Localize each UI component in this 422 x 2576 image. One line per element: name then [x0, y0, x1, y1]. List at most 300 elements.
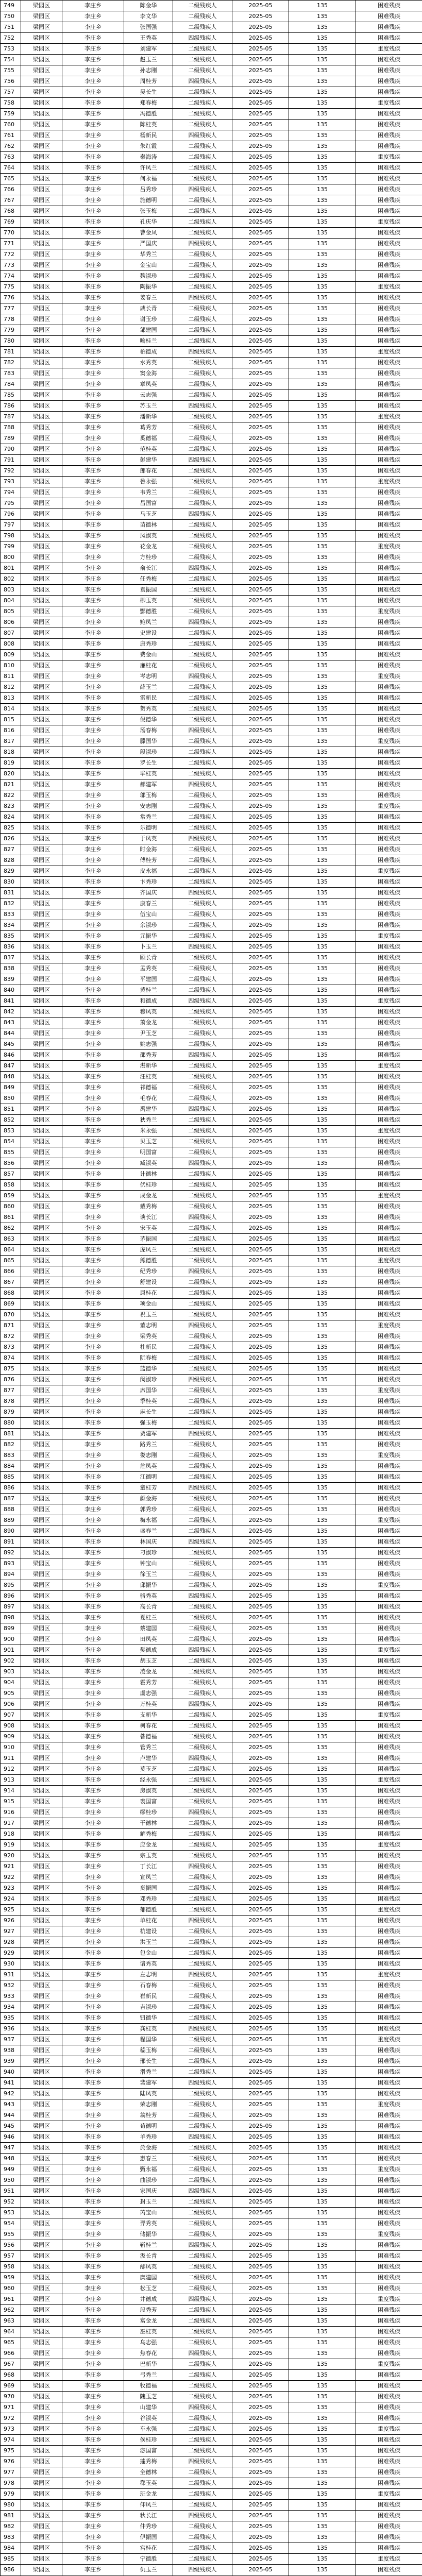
date-cell: 2025-05: [232, 2305, 289, 2316]
row-number-cell: 830: [1, 877, 21, 888]
note-cell: 困难残疾: [356, 228, 422, 239]
table-row: [1, 2370, 422, 2381]
table-row: [1, 1158, 422, 1169]
row-number-cell: 811: [1, 671, 21, 682]
date-cell: 2025-05: [232, 2413, 289, 2424]
date-cell: 2025-05: [232, 628, 289, 639]
name-cell: 卞秀珍: [124, 877, 173, 888]
name-cell: 熊德胜: [124, 1256, 173, 1266]
amount-cell: 135: [289, 996, 356, 1007]
note-cell: 困难残疾: [356, 1472, 422, 1483]
name-cell: 卜玉兰: [124, 942, 173, 953]
date-cell: 2025-05: [232, 120, 289, 130]
town-cell: 李庄乡: [62, 2208, 124, 2218]
town-cell: 李庄乡: [62, 2186, 124, 2197]
county-cell: 梁园区: [21, 779, 62, 790]
note-cell: 困难残疾: [356, 1634, 422, 1645]
category-cell: 二级残疾人: [173, 2035, 232, 2045]
amount-cell: 135: [289, 1018, 356, 1028]
date-cell: 2025-05: [232, 2089, 289, 2099]
name-cell: 经永强: [124, 1775, 173, 1786]
category-cell: 二级残疾人: [173, 2489, 232, 2500]
note-cell: 困难残疾: [356, 585, 422, 596]
table-row: [1, 1948, 422, 1959]
category-cell: 二级残疾人: [173, 877, 232, 888]
town-cell: 李庄乡: [62, 1050, 124, 1061]
county-cell: 梁园区: [21, 228, 62, 239]
town-cell: 李庄乡: [62, 1970, 124, 1980]
town-cell: 李庄乡: [62, 130, 124, 141]
name-cell: 苗德林: [124, 520, 173, 531]
county-cell: 梁园区: [21, 477, 62, 487]
county-cell: 梁园区: [21, 1786, 62, 1797]
table-row: [1, 271, 422, 282]
category-cell: 二级残疾人: [173, 1764, 232, 1775]
town-cell: 李庄乡: [62, 163, 124, 174]
name-cell: 贾建军: [124, 1429, 173, 1439]
date-cell: 2025-05: [232, 1807, 289, 1818]
row-number-cell: 773: [1, 260, 21, 271]
county-cell: 梁园区: [21, 963, 62, 974]
table-row: [1, 2521, 422, 2532]
category-cell: 二级残疾人: [173, 1385, 232, 1396]
date-cell: 2025-05: [232, 779, 289, 790]
table-row: [1, 2273, 422, 2283]
note-cell: 困难残疾: [356, 1223, 422, 1234]
category-cell: 二级残疾人: [173, 141, 232, 152]
date-cell: 2025-05: [232, 347, 289, 358]
row-number-cell: 976: [1, 2456, 21, 2467]
name-cell: 芮宝山: [124, 2208, 173, 2218]
amount-cell: 135: [289, 1829, 356, 1840]
county-cell: 梁园区: [21, 2218, 62, 2229]
category-cell: 二级残疾人: [173, 541, 232, 552]
note-cell: 重度残疾: [356, 671, 422, 682]
amount-cell: 135: [289, 1375, 356, 1385]
amount-cell: 135: [289, 704, 356, 715]
county-cell: 梁园区: [21, 628, 62, 639]
date-cell: 2025-05: [232, 184, 289, 195]
name-cell: 邓秀珍: [124, 1894, 173, 1905]
row-number-cell: 806: [1, 617, 21, 628]
category-cell: 二级残疾人: [173, 704, 232, 715]
county-cell: 梁园区: [21, 844, 62, 855]
amount-cell: 135: [289, 2424, 356, 2435]
category-cell: 二级残疾人: [173, 909, 232, 920]
name-cell: 于凤英: [124, 834, 173, 844]
amount-cell: 135: [289, 2283, 356, 2294]
row-number-cell: 828: [1, 855, 21, 866]
name-cell: 骆秀英: [124, 1591, 173, 1602]
town-cell: 李庄乡: [62, 1201, 124, 1212]
row-number-cell: 838: [1, 963, 21, 974]
town-cell: 李庄乡: [62, 401, 124, 412]
name-cell: 邵秀芳: [124, 1050, 173, 1061]
table-row: [1, 1721, 422, 1732]
county-cell: 梁园区: [21, 1061, 62, 1072]
amount-cell: 135: [289, 1472, 356, 1483]
category-cell: 二级残疾人: [173, 1602, 232, 1613]
county-cell: 梁园区: [21, 1515, 62, 1526]
row-number-cell: 865: [1, 1256, 21, 1266]
note-cell: 重度残疾: [356, 2489, 422, 2500]
county-cell: 梁园区: [21, 747, 62, 758]
category-cell: 二级残疾人: [173, 2089, 232, 2099]
name-cell: 宣凤兰: [124, 1872, 173, 1883]
category-cell: 二级残疾人: [173, 2262, 232, 2273]
note-cell: 困难残疾: [356, 2565, 422, 2575]
note-cell: 困难残疾: [356, 2456, 422, 2467]
county-cell: 梁园区: [21, 109, 62, 120]
county-cell: 梁园区: [21, 401, 62, 412]
amount-cell: 135: [289, 1126, 356, 1137]
date-cell: 2025-05: [232, 985, 289, 996]
row-number-cell: 966: [1, 2348, 21, 2359]
note-cell: 困难残疾: [356, 1494, 422, 1504]
county-cell: 梁园区: [21, 1245, 62, 1256]
table-row: [1, 650, 422, 660]
town-cell: 李庄乡: [62, 1926, 124, 1937]
category-cell: 二级残疾人: [173, 682, 232, 693]
amount-cell: 135: [289, 2089, 356, 2099]
county-cell: 梁园区: [21, 563, 62, 574]
town-cell: 李庄乡: [62, 2078, 124, 2089]
table-row: [1, 1147, 422, 1158]
county-cell: 梁园区: [21, 1558, 62, 1569]
town-cell: 李庄乡: [62, 541, 124, 552]
note-cell: 困难残疾: [356, 1310, 422, 1320]
amount-cell: 135: [289, 617, 356, 628]
table-row: [1, 801, 422, 812]
category-cell: 四级残疾人: [173, 239, 232, 249]
table-row: [1, 596, 422, 606]
amount-cell: 135: [289, 1688, 356, 1699]
name-cell: 昝德福: [124, 1732, 173, 1742]
amount-cell: 135: [289, 715, 356, 725]
note-cell: 重度残疾: [356, 1126, 422, 1137]
note-cell: 困难残疾: [356, 271, 422, 282]
county-cell: 梁园区: [21, 184, 62, 195]
date-cell: 2025-05: [232, 2229, 289, 2240]
note-cell: 困难残疾: [356, 1375, 422, 1385]
note-cell: 困难残疾: [356, 1331, 422, 1342]
row-number-cell: 795: [1, 498, 21, 509]
table-row: [1, 1115, 422, 1126]
table-row: [1, 520, 422, 531]
county-cell: 梁园区: [21, 2305, 62, 2316]
row-number-cell: 955: [1, 2229, 21, 2240]
table-row: [1, 1504, 422, 1515]
row-number-cell: 974: [1, 2435, 21, 2446]
date-cell: 2025-05: [232, 1894, 289, 1905]
table-row: [1, 1677, 422, 1688]
row-number-cell: 867: [1, 1277, 21, 1288]
date-cell: 2025-05: [232, 2197, 289, 2208]
category-cell: 二级残疾人: [173, 206, 232, 217]
row-number-cell: 918: [1, 1829, 21, 1840]
name-cell: 富金龙: [124, 2316, 173, 2327]
name-cell: 徐玉兰: [124, 1569, 173, 1580]
note-cell: 困难残疾: [356, 1353, 422, 1364]
row-number-cell: 818: [1, 747, 21, 758]
row-number-cell: 890: [1, 1526, 21, 1537]
table-row: [1, 812, 422, 823]
date-cell: 2025-05: [232, 1483, 289, 1494]
row-number-cell: 777: [1, 303, 21, 314]
name-cell: 乐德明: [124, 823, 173, 834]
row-number-cell: 936: [1, 2024, 21, 2035]
row-number-cell: 947: [1, 2143, 21, 2154]
category-cell: 二级残疾人: [173, 758, 232, 769]
date-cell: 2025-05: [232, 1320, 289, 1331]
county-cell: 梁园区: [21, 585, 62, 596]
row-number-cell: 769: [1, 217, 21, 228]
town-cell: 李庄乡: [62, 2154, 124, 2164]
note-cell: 困难残疾: [356, 2251, 422, 2262]
county-cell: 梁园区: [21, 2251, 62, 2262]
amount-cell: 135: [289, 477, 356, 487]
category-cell: 四级残疾人: [173, 1699, 232, 1710]
county-cell: 梁园区: [21, 1007, 62, 1018]
row-number-cell: 786: [1, 401, 21, 412]
table-row: [1, 1191, 422, 1201]
category-cell: 二级残疾人: [173, 769, 232, 779]
row-number-cell: 886: [1, 1483, 21, 1494]
town-cell: 李庄乡: [62, 1688, 124, 1699]
category-cell: 二级残疾人: [173, 2283, 232, 2294]
row-number-cell: 876: [1, 1375, 21, 1385]
date-cell: 2025-05: [232, 531, 289, 541]
town-cell: 李庄乡: [62, 1558, 124, 1569]
county-cell: 梁园区: [21, 1147, 62, 1158]
date-cell: 2025-05: [232, 1623, 289, 1634]
note-cell: 困难残疾: [356, 2413, 422, 2424]
date-cell: 2025-05: [232, 1872, 289, 1883]
name-cell: 戴秀梅: [124, 1201, 173, 1212]
note-cell: 困难残疾: [356, 2056, 422, 2067]
row-number-cell: 982: [1, 2521, 21, 2532]
category-cell: 二级残疾人: [173, 2013, 232, 2024]
note-cell: 困难残疾: [356, 1039, 422, 1050]
town-cell: 李庄乡: [62, 1797, 124, 1807]
row-number-cell: 833: [1, 909, 21, 920]
note-cell: 困难残疾: [356, 2143, 422, 2154]
note-cell: 困难残疾: [356, 725, 422, 736]
note-cell: 困难残疾: [356, 2392, 422, 2402]
town-cell: 李庄乡: [62, 11, 124, 22]
amount-cell: 135: [289, 866, 356, 877]
note-cell: 困难残疾: [356, 2435, 422, 2446]
row-number-cell: 893: [1, 1558, 21, 1569]
date-cell: 2025-05: [232, 1385, 289, 1396]
date-cell: 2025-05: [232, 953, 289, 963]
amount-cell: 135: [289, 801, 356, 812]
note-cell: 困难残疾: [356, 899, 422, 909]
category-cell: 二级残疾人: [173, 2143, 232, 2154]
name-cell: 江德明: [124, 1472, 173, 1483]
name-cell: 萧金龙: [124, 1018, 173, 1028]
town-cell: 李庄乡: [62, 2446, 124, 2456]
category-cell: 二级残疾人: [173, 1818, 232, 1829]
note-cell: 困难残疾: [356, 1364, 422, 1375]
date-cell: 2025-05: [232, 293, 289, 303]
row-number-cell: 845: [1, 1039, 21, 1050]
category-cell: 二级残疾人: [173, 1331, 232, 1342]
table-row: [1, 2013, 422, 2024]
amount-cell: 135: [289, 1201, 356, 1212]
town-cell: 李庄乡: [62, 942, 124, 953]
amount-cell: 135: [289, 639, 356, 650]
category-cell: 二级残疾人: [173, 747, 232, 758]
county-cell: 梁园区: [21, 2467, 62, 2478]
category-cell: 二级残疾人: [173, 1072, 232, 1082]
table-row: [1, 2402, 422, 2413]
note-cell: 重度残疾: [356, 1710, 422, 1721]
note-cell: 困难残疾: [356, 1418, 422, 1429]
name-cell: 殷淑珍: [124, 747, 173, 758]
table-row: [1, 11, 422, 22]
amount-cell: 135: [289, 1634, 356, 1645]
note-cell: 困难残疾: [356, 2478, 422, 2489]
note-cell: 重度残疾: [356, 2424, 422, 2435]
amount-cell: 135: [289, 963, 356, 974]
row-number-cell: 939: [1, 2056, 21, 2067]
date-cell: 2025-05: [232, 736, 289, 747]
note-cell: 困难残疾: [356, 2218, 422, 2229]
note-cell: 困难残疾: [356, 195, 422, 206]
town-cell: 李庄乡: [62, 2045, 124, 2056]
name-cell: 伏桂珍: [124, 1180, 173, 1191]
name-cell: 季桂英: [124, 1396, 173, 1407]
date-cell: 2025-05: [232, 1948, 289, 1959]
table-row: [1, 455, 422, 466]
date-cell: 2025-05: [232, 1634, 289, 1645]
row-number-cell: 889: [1, 1515, 21, 1526]
category-cell: 二级残疾人: [173, 55, 232, 65]
town-cell: 李庄乡: [62, 1829, 124, 1840]
amount-cell: 135: [289, 725, 356, 736]
amount-cell: 135: [289, 1991, 356, 2002]
table-row: [1, 1320, 422, 1331]
county-cell: 梁园区: [21, 1450, 62, 1461]
category-cell: 二级残疾人: [173, 855, 232, 866]
row-number-cell: 944: [1, 2110, 21, 2121]
row-number-cell: 859: [1, 1191, 21, 1201]
date-cell: 2025-05: [232, 498, 289, 509]
note-cell: 困难残疾: [356, 942, 422, 953]
date-cell: 2025-05: [232, 1288, 289, 1299]
amount-cell: 135: [289, 2532, 356, 2543]
row-number-cell: 874: [1, 1353, 21, 1364]
category-cell: 二级残疾人: [173, 1980, 232, 1991]
row-number-cell: 879: [1, 1407, 21, 1418]
name-cell: 程国华: [124, 2035, 173, 2045]
table-row: [1, 574, 422, 585]
town-cell: 李庄乡: [62, 33, 124, 44]
county-cell: 梁园区: [21, 877, 62, 888]
town-cell: 李庄乡: [62, 1623, 124, 1634]
name-cell: 俞长江: [124, 563, 173, 574]
table-row: [1, 2056, 422, 2067]
date-cell: 2025-05: [232, 379, 289, 390]
town-cell: 李庄乡: [62, 1072, 124, 1082]
note-cell: 困难残疾: [356, 1147, 422, 1158]
county-cell: 梁园区: [21, 2392, 62, 2402]
name-cell: 左志明: [124, 1970, 173, 1980]
county-cell: 梁园区: [21, 2381, 62, 2392]
town-cell: 李庄乡: [62, 1126, 124, 1137]
name-cell: 姜春兰: [124, 293, 173, 303]
note-cell: 困难残疾: [356, 314, 422, 325]
town-cell: 李庄乡: [62, 2478, 124, 2489]
date-cell: 2025-05: [232, 1115, 289, 1126]
row-number-cell: 887: [1, 1494, 21, 1504]
note-cell: 重度残疾: [356, 1970, 422, 1980]
note-cell: 重度残疾: [356, 412, 422, 422]
date-cell: 2025-05: [232, 1050, 289, 1061]
note-cell: 困难残疾: [356, 1277, 422, 1288]
note-cell: 困难残疾: [356, 239, 422, 249]
table-row: [1, 1072, 422, 1082]
county-cell: 梁园区: [21, 466, 62, 477]
date-cell: 2025-05: [232, 1861, 289, 1872]
note-cell: 困难残疾: [356, 1007, 422, 1018]
county-cell: 梁园区: [21, 152, 62, 163]
note-cell: 困难残疾: [356, 120, 422, 130]
table-row: [1, 303, 422, 314]
date-cell: 2025-05: [232, 1223, 289, 1234]
table-row: [1, 974, 422, 985]
date-cell: 2025-05: [232, 1569, 289, 1580]
town-cell: 李庄乡: [62, 1916, 124, 1926]
date-cell: 2025-05: [232, 1764, 289, 1775]
name-cell: 靳桂兰: [124, 2240, 173, 2251]
row-number-cell: 912: [1, 1764, 21, 1775]
county-cell: 梁园区: [21, 1082, 62, 1093]
town-cell: 李庄乡: [62, 2305, 124, 2316]
name-cell: 崔新民: [124, 1991, 173, 2002]
town-cell: 李庄乡: [62, 1191, 124, 1201]
amount-cell: 135: [289, 1732, 356, 1742]
table-row: [1, 2035, 422, 2045]
row-number-cell: 813: [1, 693, 21, 704]
amount-cell: 135: [289, 1916, 356, 1926]
row-number-cell: 824: [1, 812, 21, 823]
row-number-cell: 759: [1, 109, 21, 120]
category-cell: 四级残疾人: [173, 2078, 232, 2089]
county-cell: 梁园区: [21, 2078, 62, 2089]
note-cell: 困难残疾: [356, 433, 422, 444]
note-cell: 重度残疾: [356, 2359, 422, 2370]
category-cell: 二级残疾人: [173, 1137, 232, 1147]
name-cell: 奚德福: [124, 433, 173, 444]
date-cell: 2025-05: [232, 2456, 289, 2467]
town-cell: 李庄乡: [62, 2359, 124, 2370]
category-cell: 二级残疾人: [173, 866, 232, 877]
town-cell: 李庄乡: [62, 769, 124, 779]
county-cell: 梁园区: [21, 1, 62, 11]
name-cell: 洪玉兰: [124, 1937, 173, 1948]
table-row: [1, 2381, 422, 2392]
name-cell: 和德成: [124, 996, 173, 1007]
row-number-cell: 754: [1, 55, 21, 65]
county-cell: 梁园区: [21, 509, 62, 520]
county-cell: 梁园区: [21, 293, 62, 303]
town-cell: 李庄乡: [62, 1721, 124, 1732]
town-cell: 李庄乡: [62, 1732, 124, 1742]
county-cell: 梁园区: [21, 855, 62, 866]
name-cell: 金宝山: [124, 260, 173, 271]
